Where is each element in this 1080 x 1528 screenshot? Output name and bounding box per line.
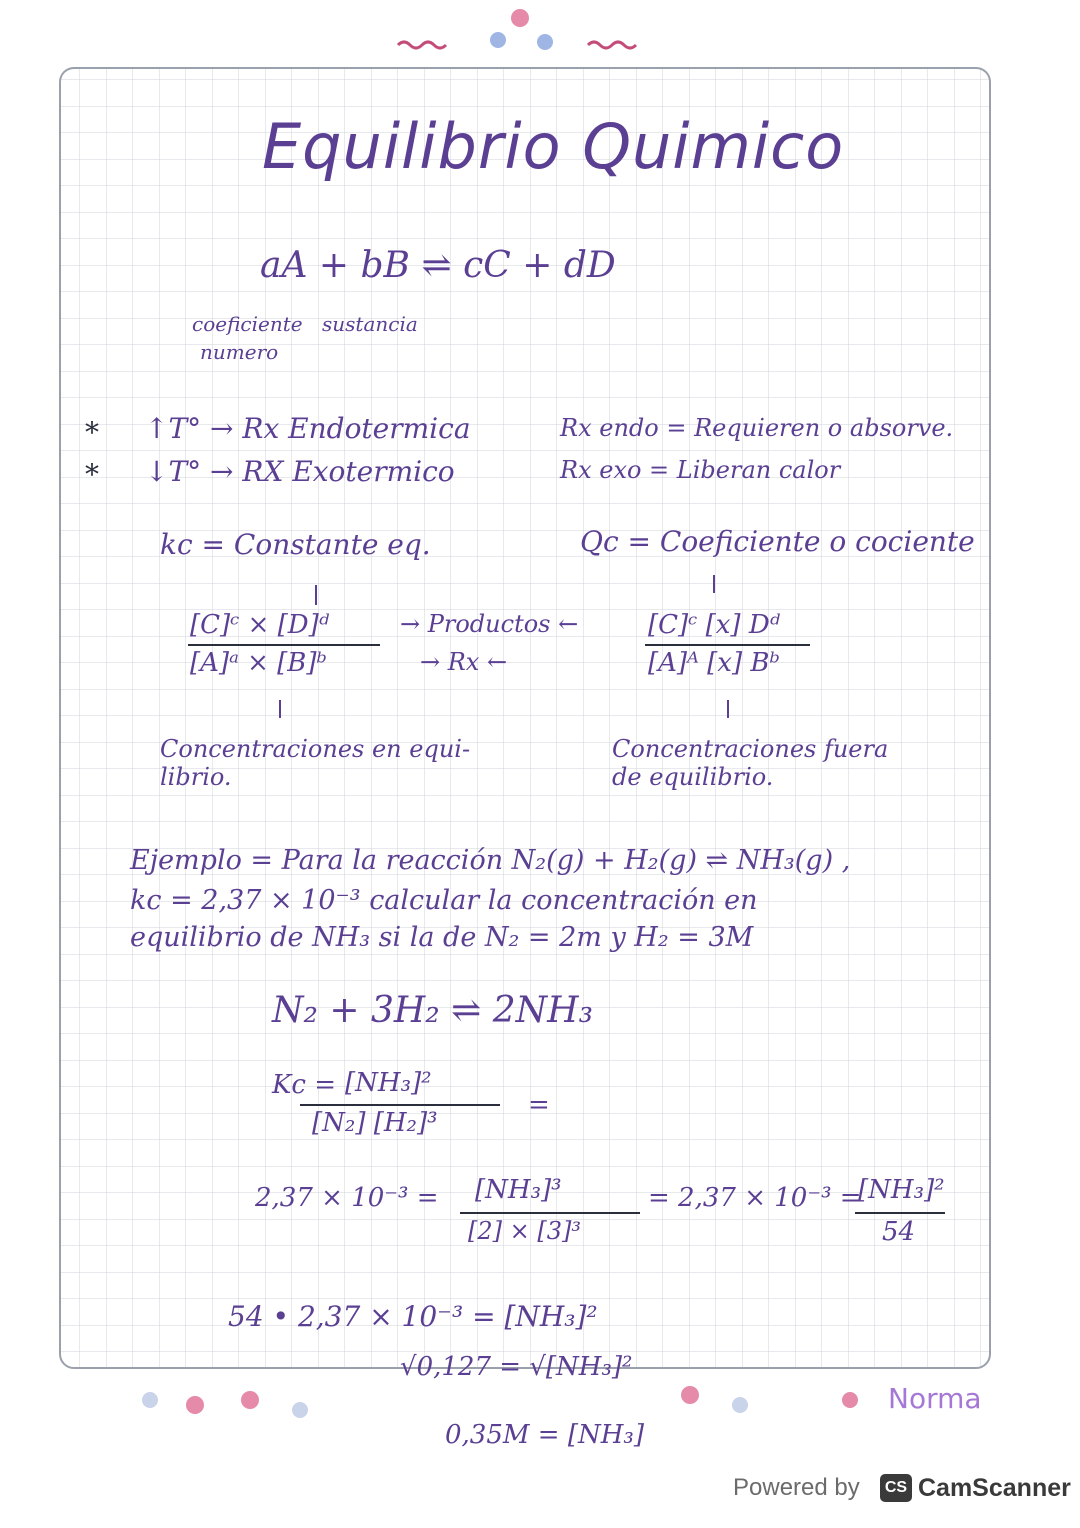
calc1-lhs: 2,37 × 10⁻³ = [255,1183,439,1213]
flower-top [511,9,529,27]
qc-caption: Concentraciones fuera de equilibrio. [612,735,889,791]
calc1-den2: 54 [882,1217,916,1247]
bottom-decorations [142,1386,858,1418]
kc-lhs: Kc = [272,1070,337,1100]
powered-by-label: Powered by [733,1474,860,1501]
kc-expr-eq: = [528,1090,550,1120]
brand-logo: Norma [888,1382,982,1415]
rule-2-left: ↓T° → RX Exotermico [145,455,455,488]
label-coeficiente: coeficiente [192,312,303,336]
productos-label: → Productos ← [400,610,579,638]
kc-numerator: [C]ᶜ × [D]ᵈ [190,610,330,640]
kc-expr-num: [NH₃]² [345,1068,432,1098]
calc2: 54 • 2,37 × 10⁻³ = [NH₃]² [228,1300,598,1333]
rule-2-right: Rx exo = Liberan calor [560,456,841,484]
calc4: 0,35M = [NH₃] [445,1420,644,1450]
calc1-den: [2] × [3]³ [468,1217,581,1245]
qc-denominator: [A]ᴬ [x] Bᵇ [648,648,780,678]
rule-1-right: Rx endo = Requieren o absorve. [560,414,954,442]
calc1-num: [NH₃]³ [475,1175,562,1205]
label-sustancia: sustancia [322,312,418,336]
example-line-3: equilibrio de NH₃ si la de N₂ = 2m y H₂ = 3M [130,922,754,953]
reaction: N₂ + 3H₂ ⇌ 2NH₃ [272,990,593,1031]
qc-definition: Qc = Coeficiente o cociente [580,525,975,558]
qc-numerator: [C]ᶜ [x] Dᵈ [648,610,781,640]
rx-label: → Rx ← [420,648,508,676]
bullet-2: * [85,458,99,491]
example-line-2: kc = 2,37 × 10⁻³ calcular la concentración en [130,885,758,916]
example-line-1: Ejemplo = Para la reacción N₂(g) + H₂(g) ⇌ NH₃(g) , [130,845,851,876]
rule-1-left: ↑T° → Rx Endotermica [145,412,471,445]
camscanner-icon: CS [880,1474,912,1502]
calc1-mid: = 2,37 × 10⁻³ = [648,1183,862,1213]
kc-caption: Concentraciones en equi- librio. [160,735,471,791]
calc3: √0,127 = √[NH₃]² [400,1352,633,1382]
kc-definition: kc = Constante eq. [160,528,431,561]
bullet-1: * [85,416,99,449]
page-title: Equilibrio Quimico [262,110,845,183]
camscanner-label: CamScanner [918,1474,1071,1502]
wave-left [398,42,446,48]
wave-right [588,42,636,48]
calc1-num2: [NH₃]² [858,1175,945,1205]
kc-denominator: [A]ᵃ × [B]ᵇ [190,648,327,678]
general-equation: aA + bB ⇌ cC + dD [260,245,616,286]
label-numero: numero [200,340,279,364]
kc-expr-den: [N₂] [H₂]³ [312,1108,438,1138]
